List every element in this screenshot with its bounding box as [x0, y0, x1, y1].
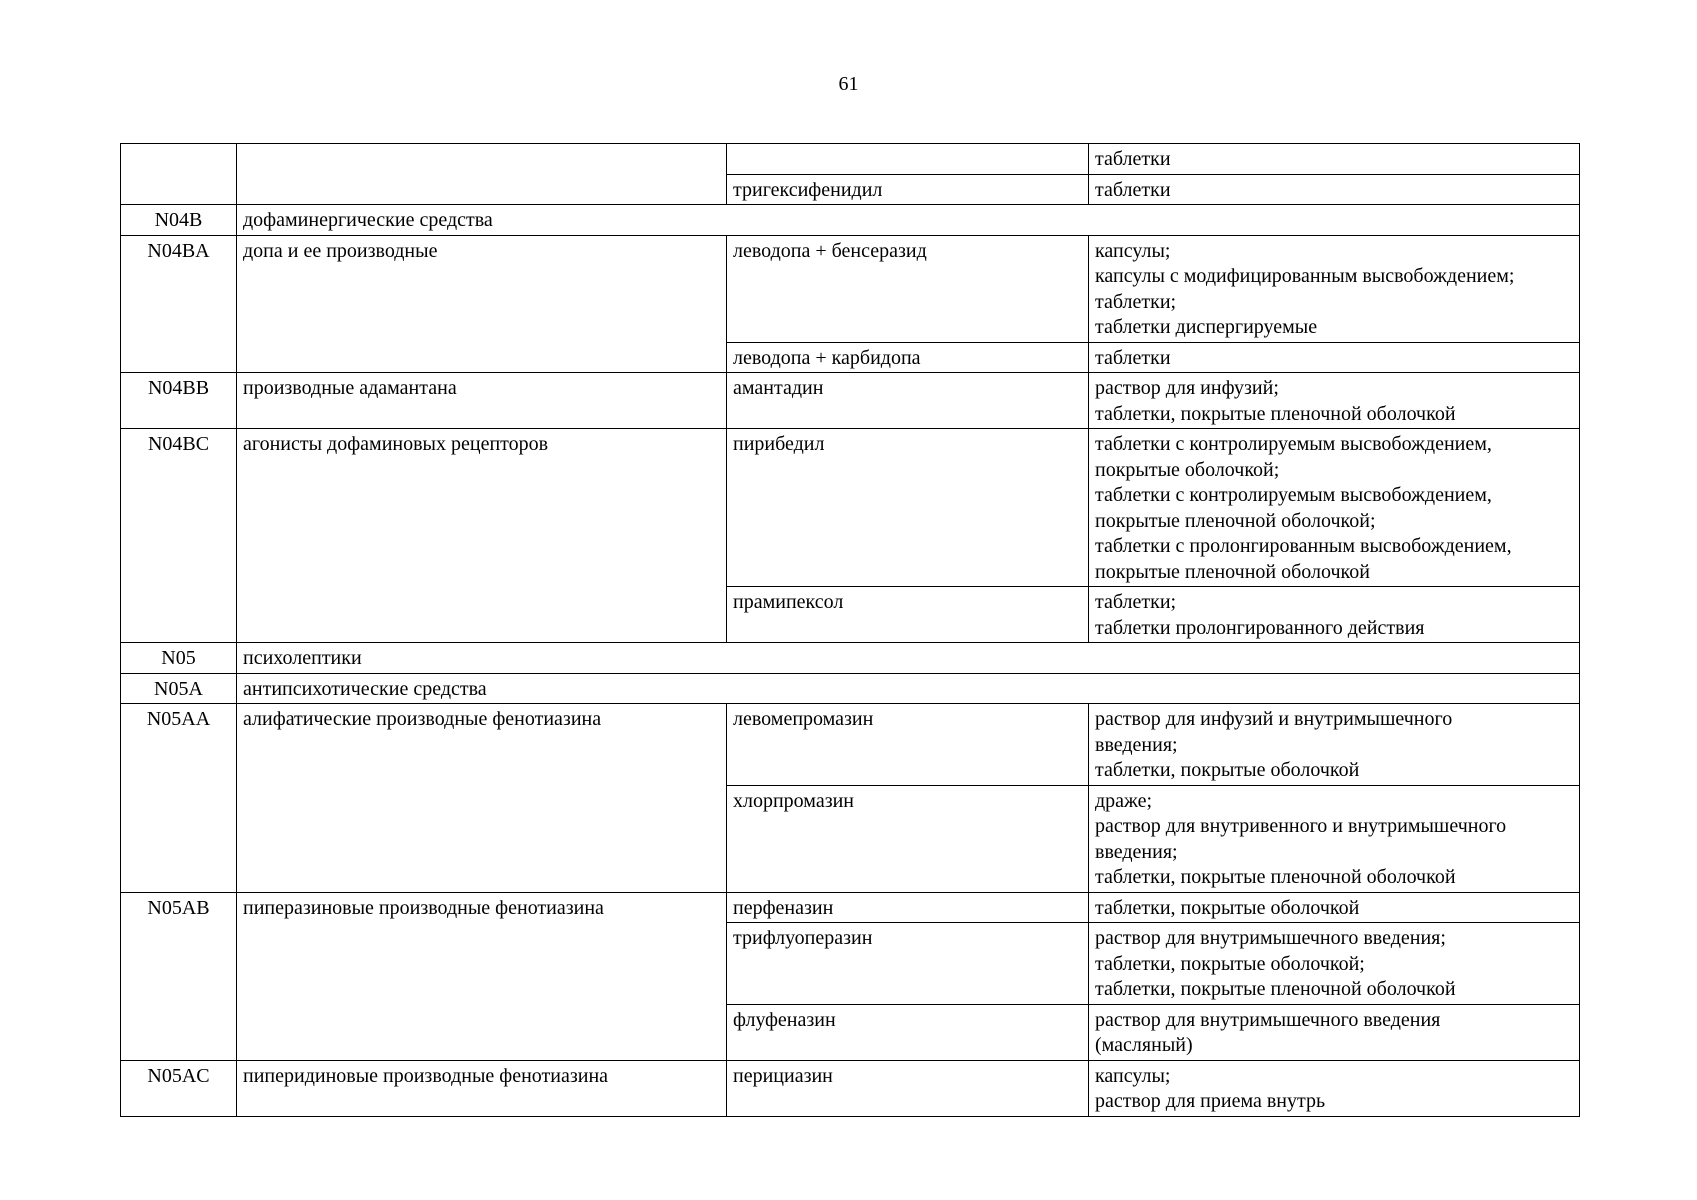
form-line: таблетки, покрытые пленочной оболочкой [1095, 402, 1456, 425]
form-line: таблетки с контролируемым высвобождением, [1095, 484, 1492, 506]
table-row [121, 704, 1580, 786]
form-line: таблетки; [1095, 591, 1177, 613]
form-line: покрытые пленочной оболочкой [1095, 560, 1370, 583]
form-cell [1089, 587, 1580, 643]
form-line: таблетки [1095, 178, 1171, 201]
atc-code-cell [121, 144, 237, 205]
form-cell [1089, 1004, 1580, 1060]
atc-code-cell: N04B [121, 205, 237, 236]
form-cell [1089, 785, 1580, 892]
form-line: (масляный) [1095, 1034, 1193, 1056]
form-line: таблетки; [1095, 290, 1177, 313]
form-line: таблетки с контролируемым высвобождением, [1095, 433, 1492, 455]
form-line: таблетки, покрытые пленочной оболочкой [1095, 978, 1456, 1000]
atc-code-cell: N04BC [121, 429, 237, 643]
drug-cell: прамипексол [727, 587, 1089, 643]
form-line: таблетки, покрытые пленочной оболочкой [1095, 866, 1456, 888]
drug-cell: левомепромазин [727, 704, 1089, 786]
form-line: раствор для внутривенного и внутримышечного [1095, 815, 1507, 837]
drug-cell: пирибедил [727, 429, 1089, 587]
form-line: капсулы; [1095, 1064, 1171, 1087]
form-cell [1089, 892, 1580, 923]
page-number: 61 [838, 73, 859, 95]
form-cell [1089, 174, 1580, 205]
atc-code-cell: N05A [121, 673, 237, 704]
form-line: таблетки пролонгированного действия [1095, 616, 1425, 639]
drug-cell [727, 144, 1089, 175]
table-row [121, 892, 1580, 923]
form-line: капсулы с модифицированным высвобождением; [1095, 265, 1515, 287]
table-row [121, 643, 1580, 674]
table-row [121, 235, 1580, 342]
group-cell: производные адамантана [237, 373, 727, 429]
group-cell: алифатические производные фенотиазина [237, 704, 727, 893]
drug-table [120, 143, 1580, 1117]
form-line: таблетки, покрытые оболочкой [1095, 896, 1360, 919]
drug-cell: леводопа + бенсеразид [727, 235, 1089, 342]
form-line: введения; [1095, 733, 1178, 756]
group-cell: агонисты дофаминовых рецепторов [237, 429, 727, 643]
form-line: таблетки диспергируемые [1095, 316, 1318, 338]
group-cell [237, 144, 727, 205]
form-line: раствор для инфузий и внутримышечного [1095, 708, 1453, 730]
form-line: таблетки, покрытые оболочкой [1095, 759, 1360, 781]
atc-code-cell: N05AB [121, 892, 237, 1060]
atc-code-cell: N05 [121, 643, 237, 674]
form-line: раствор для внутримышечного введения; [1095, 927, 1446, 949]
form-cell [1089, 1060, 1580, 1116]
form-cell [1089, 704, 1580, 786]
group-cell: антипсихотические средства [237, 673, 1580, 704]
form-line: раствор для приема внутрь [1095, 1090, 1326, 1112]
atc-code-cell: N04BA [121, 235, 237, 373]
form-line: покрытые оболочкой; [1095, 458, 1280, 481]
group-cell: пиперазиновые производные фенотиазина [237, 892, 727, 1060]
form-line: раствор для внутримышечного введения [1095, 1008, 1441, 1031]
table-row [121, 1060, 1580, 1116]
drug-cell: леводопа + карбидопа [727, 342, 1089, 373]
drug-cell: перициазин [727, 1060, 1089, 1116]
atc-code-cell: N04BB [121, 373, 237, 429]
drug-cell: хлорпромазин [727, 785, 1089, 892]
group-cell: пиперидиновые производные фенотиазина [237, 1060, 727, 1116]
form-cell [1089, 429, 1580, 587]
group-cell: дофаминергические средства [237, 205, 1580, 236]
atc-code-cell: N05AA [121, 704, 237, 893]
form-cell [1089, 923, 1580, 1005]
form-cell [1089, 235, 1580, 342]
form-cell [1089, 342, 1580, 373]
form-line: покрытые пленочной оболочкой; [1095, 509, 1376, 532]
form-line: таблетки [1095, 148, 1171, 170]
table-row [121, 205, 1580, 236]
drug-cell: тригексифенидил [727, 174, 1089, 205]
atc-code-cell: N05AC [121, 1060, 237, 1116]
form-line: таблетки с пролонгированным высвобождением, [1095, 535, 1512, 557]
table-row [121, 673, 1580, 704]
drug-cell: амантадин [727, 373, 1089, 429]
form-cell [1089, 144, 1580, 175]
table-row [121, 144, 1580, 175]
form-line: таблетки, покрытые оболочкой; [1095, 952, 1365, 975]
drug-cell: перфеназин [727, 892, 1089, 923]
form-cell [1089, 373, 1580, 429]
form-line: раствор для инфузий; [1095, 377, 1279, 399]
form-line: таблетки [1095, 346, 1171, 369]
table-row [121, 429, 1580, 587]
drug-cell: трифлуоперазин [727, 923, 1089, 1005]
form-line: капсулы; [1095, 239, 1171, 262]
form-line: драже; [1095, 789, 1153, 812]
form-line: введения; [1095, 840, 1178, 863]
table-row [121, 373, 1580, 429]
drug-cell: флуфеназин [727, 1004, 1089, 1060]
group-cell: допа и ее производные [237, 235, 727, 373]
group-cell: психолептики [237, 643, 1580, 674]
